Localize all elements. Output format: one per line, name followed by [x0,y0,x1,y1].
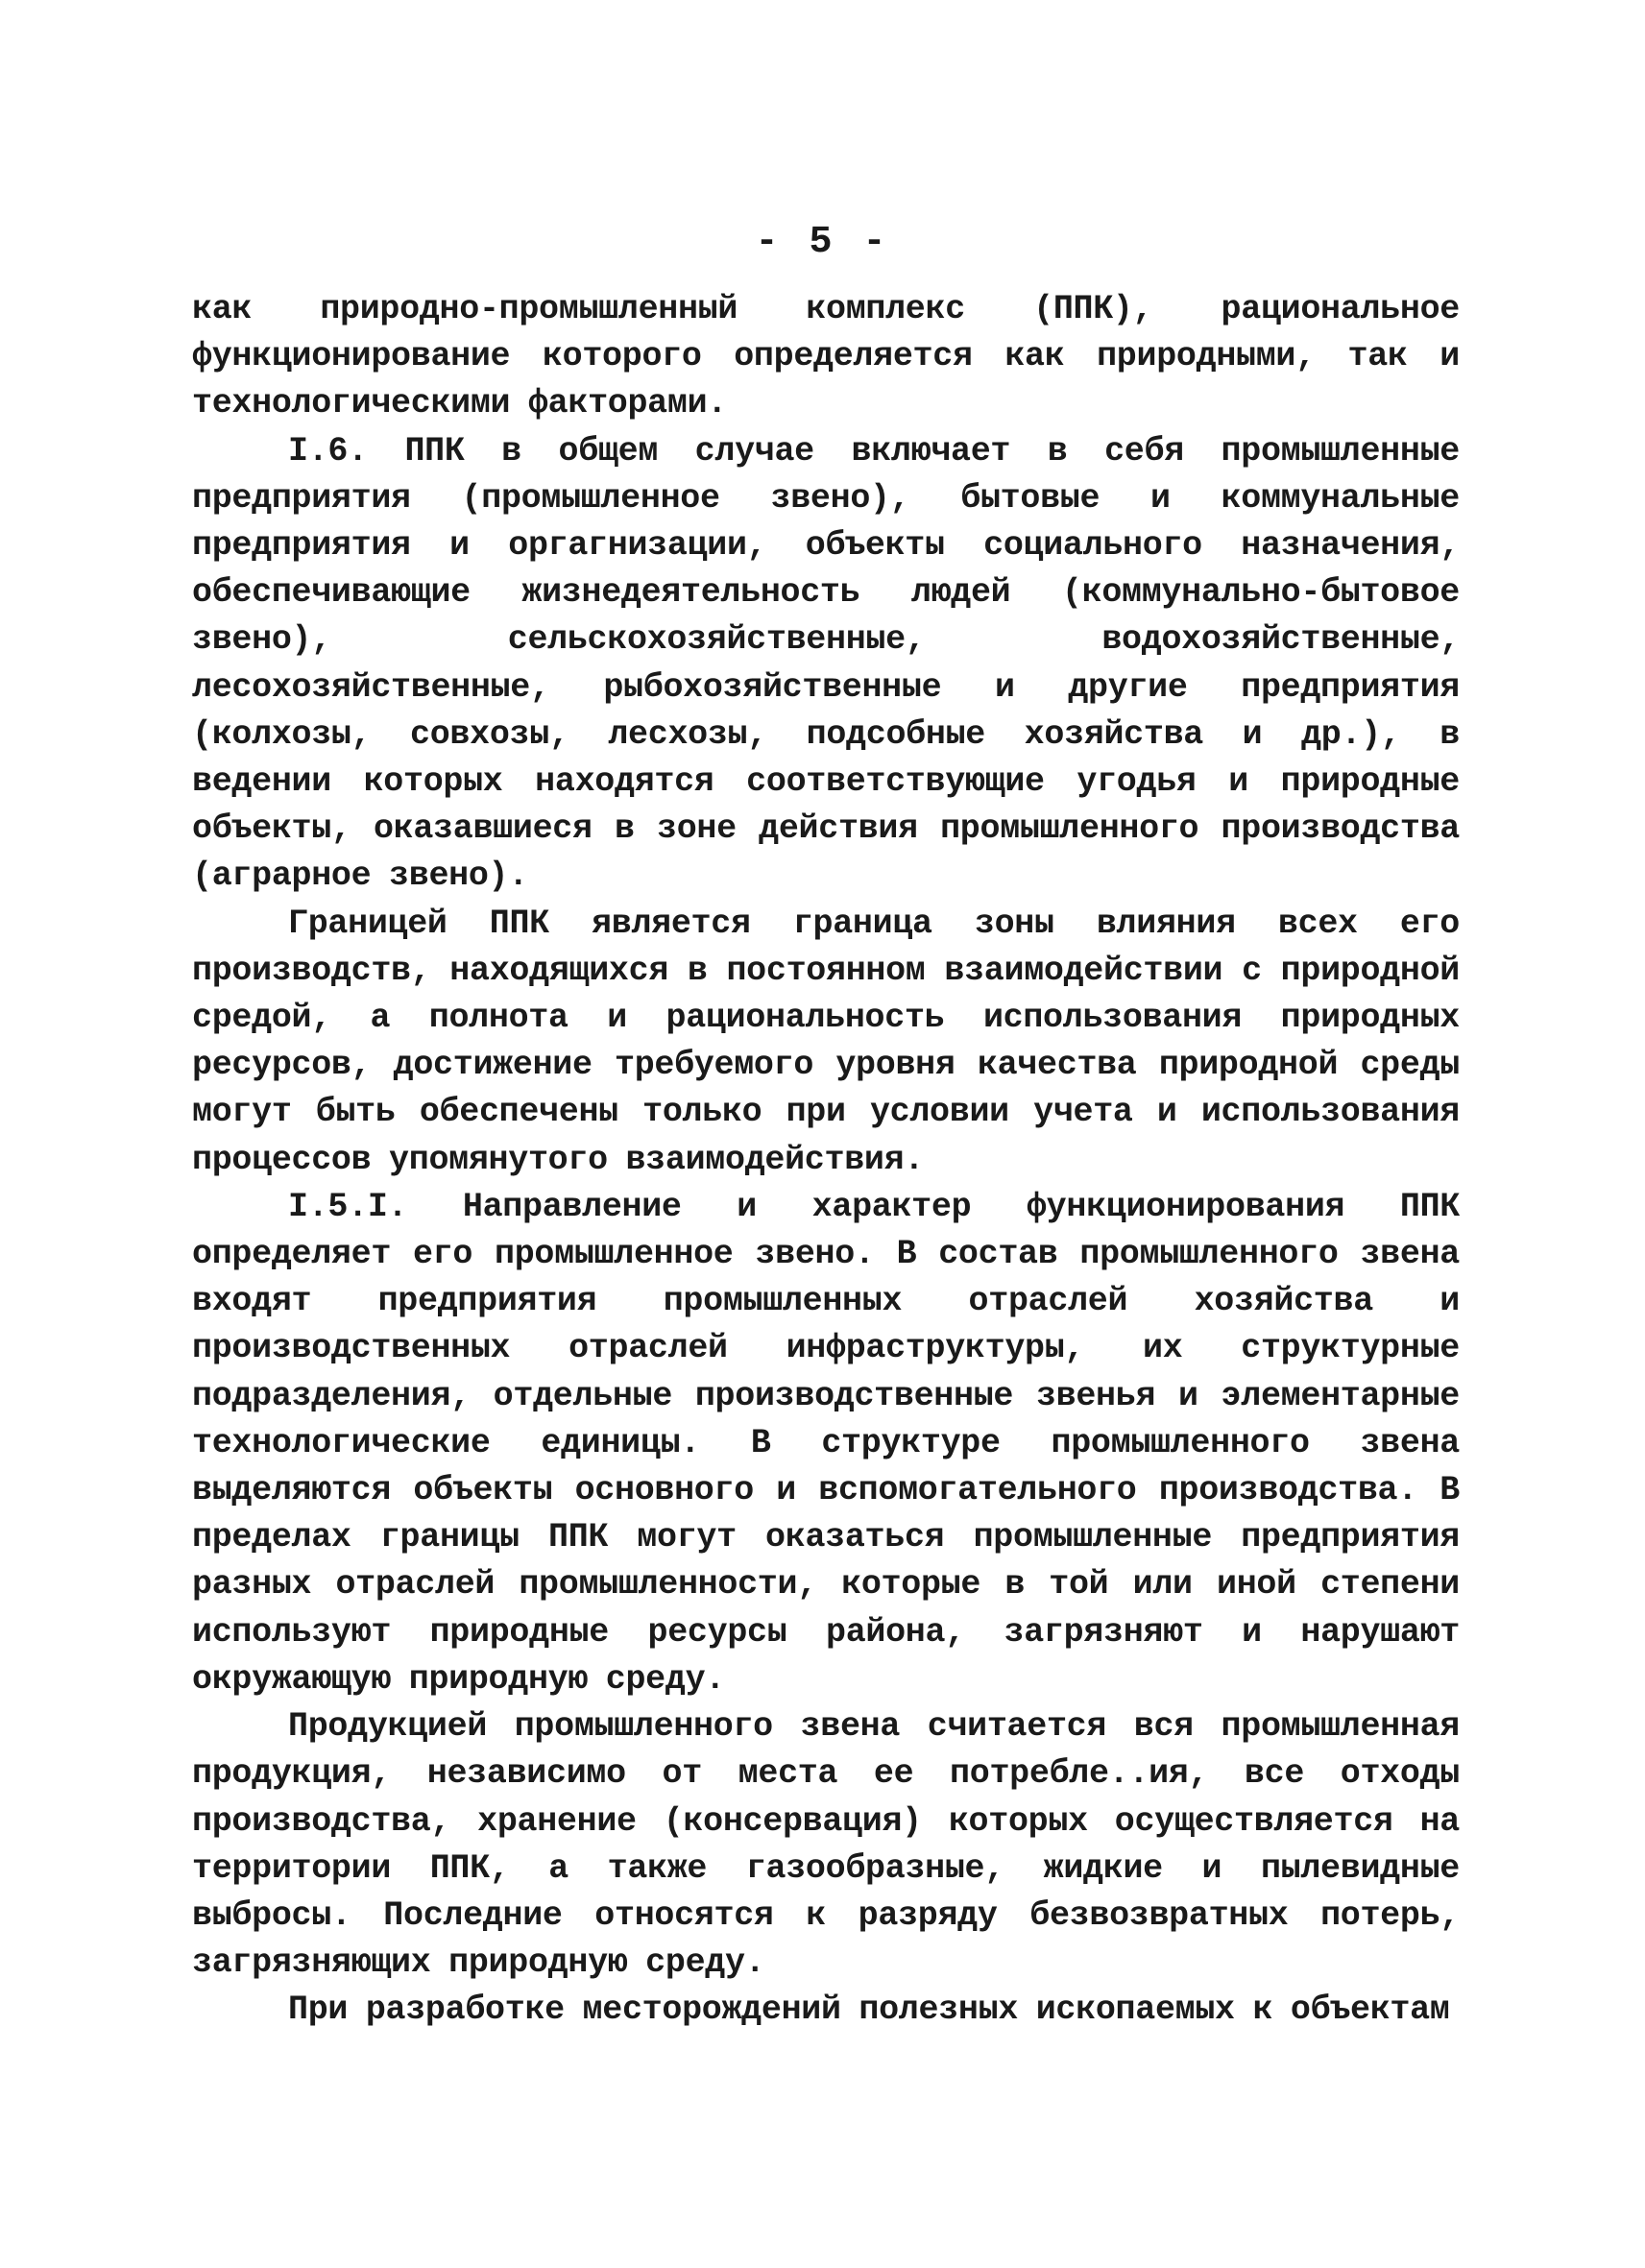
body-text [192,286,1460,2035]
paragraph-boundary: Границей ППК является граница зоны влияния всех его производств, находящихся в постоянном взаимодействии с природной средой, а полнота и рациональность использования природных ресурсов, достижение требуемого уровня качества природной среды могут быть обеспечены только при условии учета и использования процессов упомянутого взаимодействия. [192,904,1460,1179]
page-number: - 5 - [755,221,890,264]
paragraph-mining: При разработке месторождений полезных ископаемых к объектам [288,1991,1450,2030]
paragraph-production: Продукцией промышленного звена считается вся промышленная продукция, независимо от места ее потребле..ия, все отходы производства, хранение (консервация) которых осуществляется на территории ППК, а также газообразные, жидкие и пылевидные выбросы. Последние относятся к разряду безвозвратных потерь, загрязняющих природную среду. [192,1707,1460,1983]
paragraph-1-6: I.6. ППК в общем случае включает в себя промышленные предприятия (промышленное звено), бытовые и коммунальные предприятия и оргагнизации, объекты социального назначения, обеспечивающие жизнедеятельность людей (коммунально-бытовое звено), сельскохозяйственные, водохозяйственные, лесохозяйственные, рыбохозяйственные и другие предприятия (колхозы, совхозы, лесхозы, подсобные хозяйства и др.), в ведении которых находятся соответствующие угодья и природные объекты, оказавшиеся в зоне действия промышленного производства (аграрное звено). [192,431,1460,896]
paragraph-1-5-1: I.5.I. Направление и характер функционирования ППК определяет его промышленное звено. В состав промышленного звена входят предприятия промышленных отраслей хозяйства и производственных отраслей инфраструктуры, их структурные подразделения, отдельные производственные звенья и элементарные технологические единицы. В структуре промышленного звена выделяются объекты основного и вспомогательного производства. В пределах границы ППК могут оказаться промышленные предприятия разных отраслей промышленности, которые в той или иной степени используют природные ресурсы района, загрязняют и нарушают окружающую природную среду. [192,1187,1460,1699]
paragraph-continuation: как природно-промышленный комплекс (ППК), рациональное функционирование которого определяется как природными, так и технологическими факторами. [192,290,1460,423]
